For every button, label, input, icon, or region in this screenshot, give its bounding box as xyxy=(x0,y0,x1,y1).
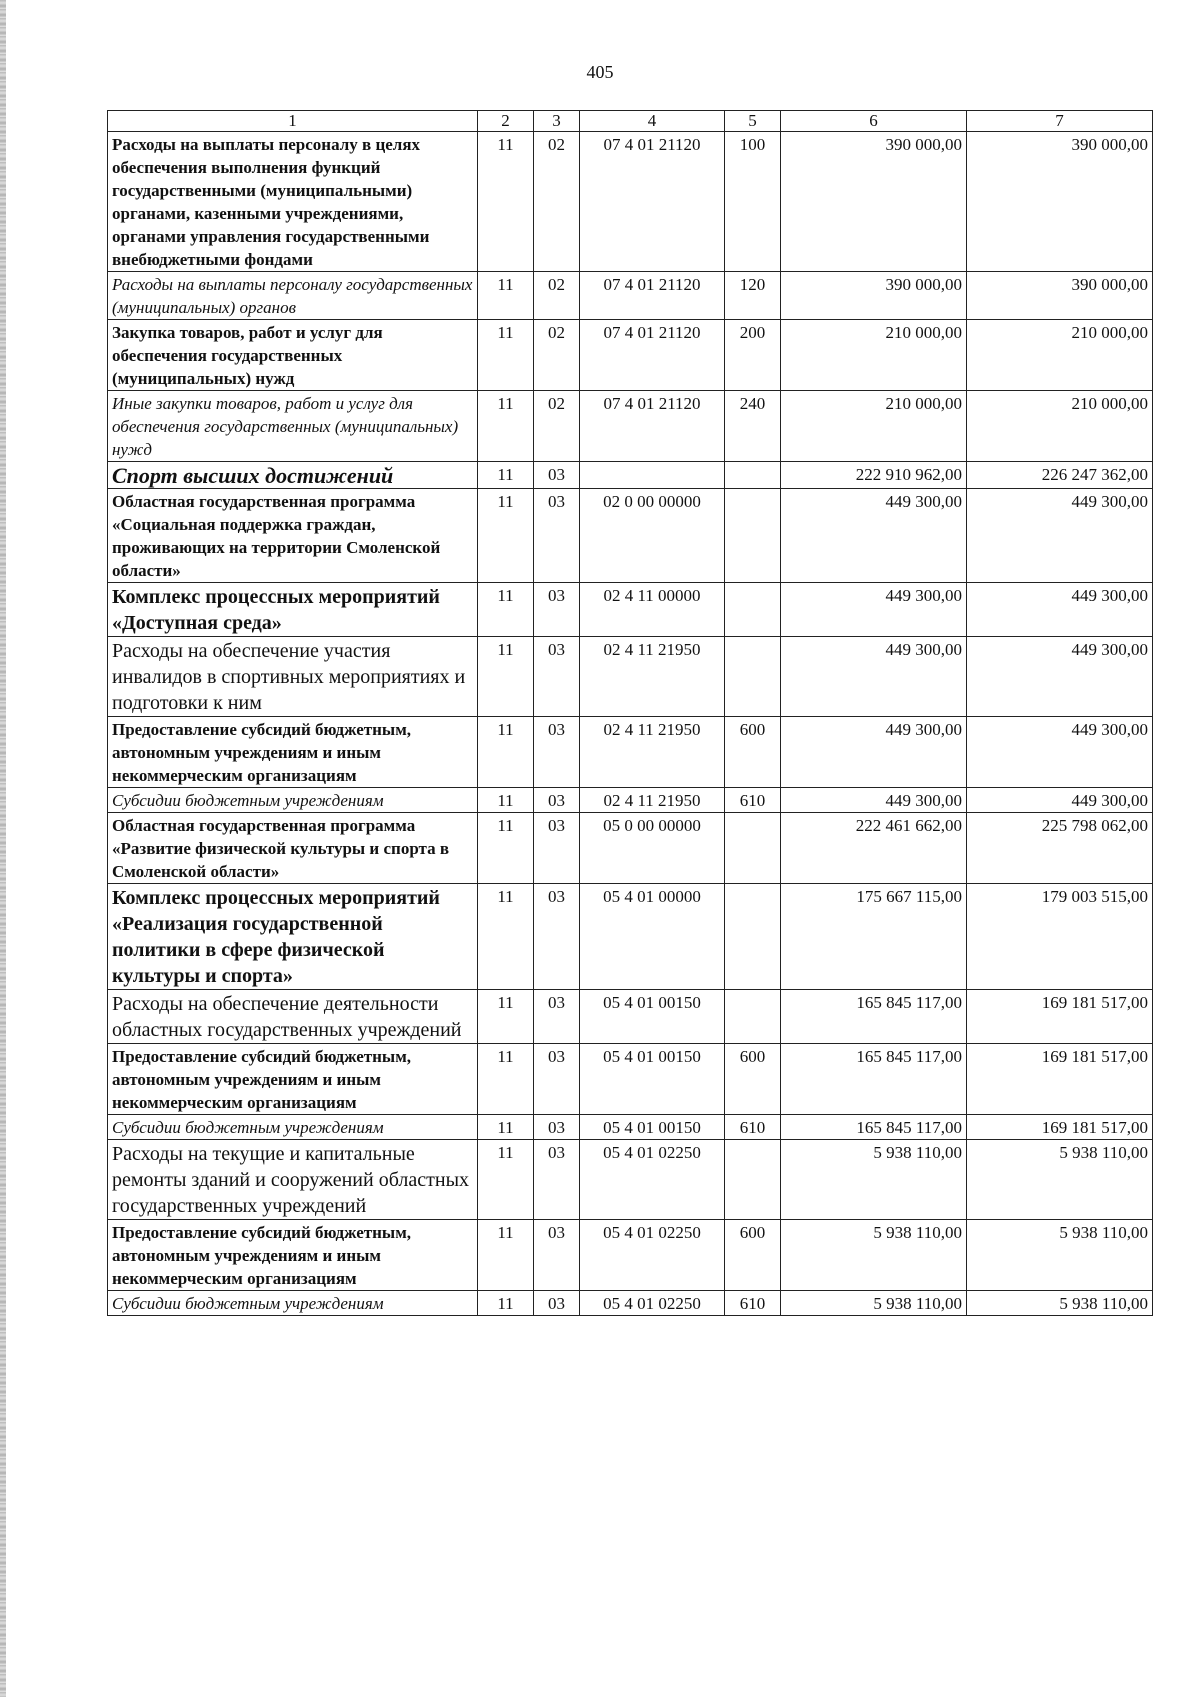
expense-type-cell: 610 xyxy=(725,1115,781,1140)
subsection-code-cell: 03 xyxy=(534,1291,580,1316)
subsection-code-cell: 03 xyxy=(534,1140,580,1220)
target-item-code-cell: 05 4 01 00000 xyxy=(580,884,725,990)
target-item-code-cell: 05 4 01 02250 xyxy=(580,1220,725,1291)
page-number: 405 xyxy=(586,62,614,82)
amount-col6-cell: 165 845 117,00 xyxy=(781,1115,967,1140)
subsection-code-cell: 02 xyxy=(534,320,580,391)
table-row xyxy=(108,391,1153,462)
expense-type-cell: 610 xyxy=(725,1291,781,1316)
subsection-code-cell: 03 xyxy=(534,813,580,884)
amount-col7-cell: 169 181 517,00 xyxy=(967,1044,1153,1115)
section-code-cell: 11 xyxy=(478,1140,534,1220)
table-row xyxy=(108,1044,1153,1115)
subsection-code-cell: 03 xyxy=(534,1220,580,1291)
expense-name-cell: Областная государственная программа «Социальная поддержка граждан, проживающих на территории Смоленской области» xyxy=(108,489,478,583)
subsection-code-cell: 03 xyxy=(534,884,580,990)
header-col-2: 2 xyxy=(478,111,534,132)
target-item-code-cell: 05 4 01 02250 xyxy=(580,1140,725,1220)
amount-col7-cell: 5 938 110,00 xyxy=(967,1291,1153,1316)
table-row xyxy=(108,1291,1153,1316)
table-row xyxy=(108,462,1153,489)
amount-col7-cell: 169 181 517,00 xyxy=(967,990,1153,1044)
expense-name-cell: Областная государственная программа «Развитие физической культуры и спорта в Смоленской области» xyxy=(108,813,478,884)
expense-name-cell: Комплекс процессных мероприятий «Доступная среда» xyxy=(108,583,478,637)
amount-col7-cell: 449 300,00 xyxy=(967,717,1153,788)
section-code-cell: 11 xyxy=(478,132,534,272)
table-row xyxy=(108,1115,1153,1140)
expense-name-cell: Спорт высших достижений xyxy=(108,462,478,489)
expense-type-cell xyxy=(725,884,781,990)
expense-type-cell: 600 xyxy=(725,1220,781,1291)
amount-col6-cell: 449 300,00 xyxy=(781,717,967,788)
expense-name-cell: Расходы на обеспечение участия инвалидов в спортивных мероприятиях и подготовки к ним xyxy=(108,637,478,717)
amount-col7-cell: 449 300,00 xyxy=(967,637,1153,717)
target-item-code-cell: 02 4 11 00000 xyxy=(580,583,725,637)
amount-col6-cell: 210 000,00 xyxy=(781,320,967,391)
amount-col7-cell: 179 003 515,00 xyxy=(967,884,1153,990)
table-row xyxy=(108,489,1153,583)
section-code-cell: 11 xyxy=(478,884,534,990)
expense-type-cell xyxy=(725,990,781,1044)
header-col-6: 6 xyxy=(781,111,967,132)
expense-name-cell: Комплекс процессных мероприятий «Реализация государственной политики в сфере физической культуры и спорта» xyxy=(108,884,478,990)
expense-name-cell: Предоставление субсидий бюджетным, автономным учреждениям и иным некоммерческим организациям xyxy=(108,1044,478,1115)
amount-col6-cell: 5 938 110,00 xyxy=(781,1220,967,1291)
amount-col7-cell: 449 300,00 xyxy=(967,489,1153,583)
table-row xyxy=(108,637,1153,717)
section-code-cell: 11 xyxy=(478,1220,534,1291)
amount-col7-cell: 5 938 110,00 xyxy=(967,1220,1153,1291)
section-code-cell: 11 xyxy=(478,813,534,884)
expense-name-cell: Расходы на текущие и капитальные ремонты зданий и сооружений областных государственных учреждений xyxy=(108,1140,478,1220)
subsection-code-cell: 02 xyxy=(534,391,580,462)
expense-type-cell: 610 xyxy=(725,788,781,813)
header-col-1: 1 xyxy=(108,111,478,132)
subsection-code-cell: 03 xyxy=(534,637,580,717)
subsection-code-cell: 02 xyxy=(534,132,580,272)
target-item-code-cell: 05 4 01 00150 xyxy=(580,990,725,1044)
target-item-code-cell: 07 4 01 21120 xyxy=(580,272,725,320)
section-code-cell: 11 xyxy=(478,1291,534,1316)
expense-type-cell xyxy=(725,489,781,583)
section-code-cell: 11 xyxy=(478,990,534,1044)
amount-col6-cell: 210 000,00 xyxy=(781,391,967,462)
section-code-cell: 11 xyxy=(478,788,534,813)
header-col-3: 3 xyxy=(534,111,580,132)
target-item-code-cell: 02 4 11 21950 xyxy=(580,637,725,717)
target-item-code-cell: 07 4 01 21120 xyxy=(580,320,725,391)
header-col-4: 4 xyxy=(580,111,725,132)
section-code-cell: 11 xyxy=(478,272,534,320)
amount-col7-cell: 449 300,00 xyxy=(967,788,1153,813)
amount-col7-cell: 5 938 110,00 xyxy=(967,1140,1153,1220)
subsection-code-cell: 03 xyxy=(534,489,580,583)
table-row xyxy=(108,1220,1153,1291)
target-item-code-cell: 07 4 01 21120 xyxy=(580,391,725,462)
section-code-cell: 11 xyxy=(478,489,534,583)
amount-col6-cell: 222 461 662,00 xyxy=(781,813,967,884)
expense-type-cell: 100 xyxy=(725,132,781,272)
section-code-cell: 11 xyxy=(478,583,534,637)
expense-type-cell: 600 xyxy=(725,1044,781,1115)
expense-type-cell xyxy=(725,637,781,717)
section-code-cell: 11 xyxy=(478,637,534,717)
amount-col7-cell: 390 000,00 xyxy=(967,132,1153,272)
target-item-code-cell: 07 4 01 21120 xyxy=(580,132,725,272)
amount-col6-cell: 165 845 117,00 xyxy=(781,1044,967,1115)
header-col-7: 7 xyxy=(967,111,1153,132)
section-code-cell: 11 xyxy=(478,1044,534,1115)
amount-col7-cell: 449 300,00 xyxy=(967,583,1153,637)
expense-type-cell xyxy=(725,462,781,489)
expense-name-cell: Предоставление субсидий бюджетным, автономным учреждениям и иным некоммерческим организациям xyxy=(108,717,478,788)
subsection-code-cell: 03 xyxy=(534,990,580,1044)
amount-col6-cell: 390 000,00 xyxy=(781,272,967,320)
amount-col6-cell: 449 300,00 xyxy=(781,583,967,637)
target-item-code-cell: 02 0 00 00000 xyxy=(580,489,725,583)
amount-col6-cell: 449 300,00 xyxy=(781,637,967,717)
table-row xyxy=(108,788,1153,813)
table-row xyxy=(108,272,1153,320)
table-header-row xyxy=(108,111,1153,132)
amount-col6-cell: 5 938 110,00 xyxy=(781,1140,967,1220)
expense-type-cell xyxy=(725,1140,781,1220)
expense-type-cell: 120 xyxy=(725,272,781,320)
table-row xyxy=(108,717,1153,788)
subsection-code-cell: 03 xyxy=(534,1115,580,1140)
expense-type-cell: 600 xyxy=(725,717,781,788)
target-item-code-cell: 02 4 11 21950 xyxy=(580,717,725,788)
table-row xyxy=(108,132,1153,272)
table-body xyxy=(108,132,1153,1316)
subsection-code-cell: 03 xyxy=(534,583,580,637)
subsection-code-cell: 03 xyxy=(534,462,580,489)
target-item-code-cell xyxy=(580,462,725,489)
expense-name-cell: Субсидии бюджетным учреждениям xyxy=(108,1115,478,1140)
table-row xyxy=(108,813,1153,884)
amount-col7-cell: 226 247 362,00 xyxy=(967,462,1153,489)
amount-col7-cell: 390 000,00 xyxy=(967,272,1153,320)
expense-name-cell: Иные закупки товаров, работ и услуг для обеспечения государственных (муниципальных) нужд xyxy=(108,391,478,462)
table-row xyxy=(108,1140,1153,1220)
expense-type-cell: 200 xyxy=(725,320,781,391)
table-row xyxy=(108,884,1153,990)
header-col-5: 5 xyxy=(725,111,781,132)
expense-name-cell: Субсидии бюджетным учреждениям xyxy=(108,788,478,813)
section-code-cell: 11 xyxy=(478,1115,534,1140)
amount-col6-cell: 165 845 117,00 xyxy=(781,990,967,1044)
subsection-code-cell: 03 xyxy=(534,1044,580,1115)
subsection-code-cell: 03 xyxy=(534,717,580,788)
target-item-code-cell: 05 4 01 00150 xyxy=(580,1115,725,1140)
amount-col6-cell: 175 667 115,00 xyxy=(781,884,967,990)
table-row xyxy=(108,990,1153,1044)
target-item-code-cell: 05 0 00 00000 xyxy=(580,813,725,884)
amount-col7-cell: 225 798 062,00 xyxy=(967,813,1153,884)
expense-name-cell: Субсидии бюджетным учреждениям xyxy=(108,1291,478,1316)
amount-col6-cell: 5 938 110,00 xyxy=(781,1291,967,1316)
amount-col7-cell: 210 000,00 xyxy=(967,391,1153,462)
budget-table xyxy=(107,110,1153,1316)
expense-name-cell: Расходы на выплаты персоналу в целях обеспечения выполнения функций государственными (муниципальными) органами, казенными учреждениями, органами управления государственными внебюджетными фондами xyxy=(108,132,478,272)
section-code-cell: 11 xyxy=(478,717,534,788)
table-row xyxy=(108,583,1153,637)
expense-name-cell: Закупка товаров, работ и услуг для обеспечения государственных (муниципальных) нужд xyxy=(108,320,478,391)
subsection-code-cell: 03 xyxy=(534,788,580,813)
amount-col7-cell: 169 181 517,00 xyxy=(967,1115,1153,1140)
amount-col6-cell: 222 910 962,00 xyxy=(781,462,967,489)
expense-type-cell xyxy=(725,583,781,637)
target-item-code-cell: 02 4 11 21950 xyxy=(580,788,725,813)
section-code-cell: 11 xyxy=(478,320,534,391)
expense-name-cell: Расходы на выплаты персоналу государственных (муниципальных) органов xyxy=(108,272,478,320)
expense-name-cell: Предоставление субсидий бюджетным, автономным учреждениям и иным некоммерческим организациям xyxy=(108,1220,478,1291)
expense-type-cell: 240 xyxy=(725,391,781,462)
scan-edge-artifact xyxy=(0,0,6,1697)
section-code-cell: 11 xyxy=(478,462,534,489)
amount-col6-cell: 449 300,00 xyxy=(781,788,967,813)
amount-col7-cell: 210 000,00 xyxy=(967,320,1153,391)
section-code-cell: 11 xyxy=(478,391,534,462)
target-item-code-cell: 05 4 01 02250 xyxy=(580,1291,725,1316)
expense-name-cell: Расходы на обеспечение деятельности областных государственных учреждений xyxy=(108,990,478,1044)
target-item-code-cell: 05 4 01 00150 xyxy=(580,1044,725,1115)
table-row xyxy=(108,320,1153,391)
expense-type-cell xyxy=(725,813,781,884)
amount-col6-cell: 449 300,00 xyxy=(781,489,967,583)
amount-col6-cell: 390 000,00 xyxy=(781,132,967,272)
subsection-code-cell: 02 xyxy=(534,272,580,320)
